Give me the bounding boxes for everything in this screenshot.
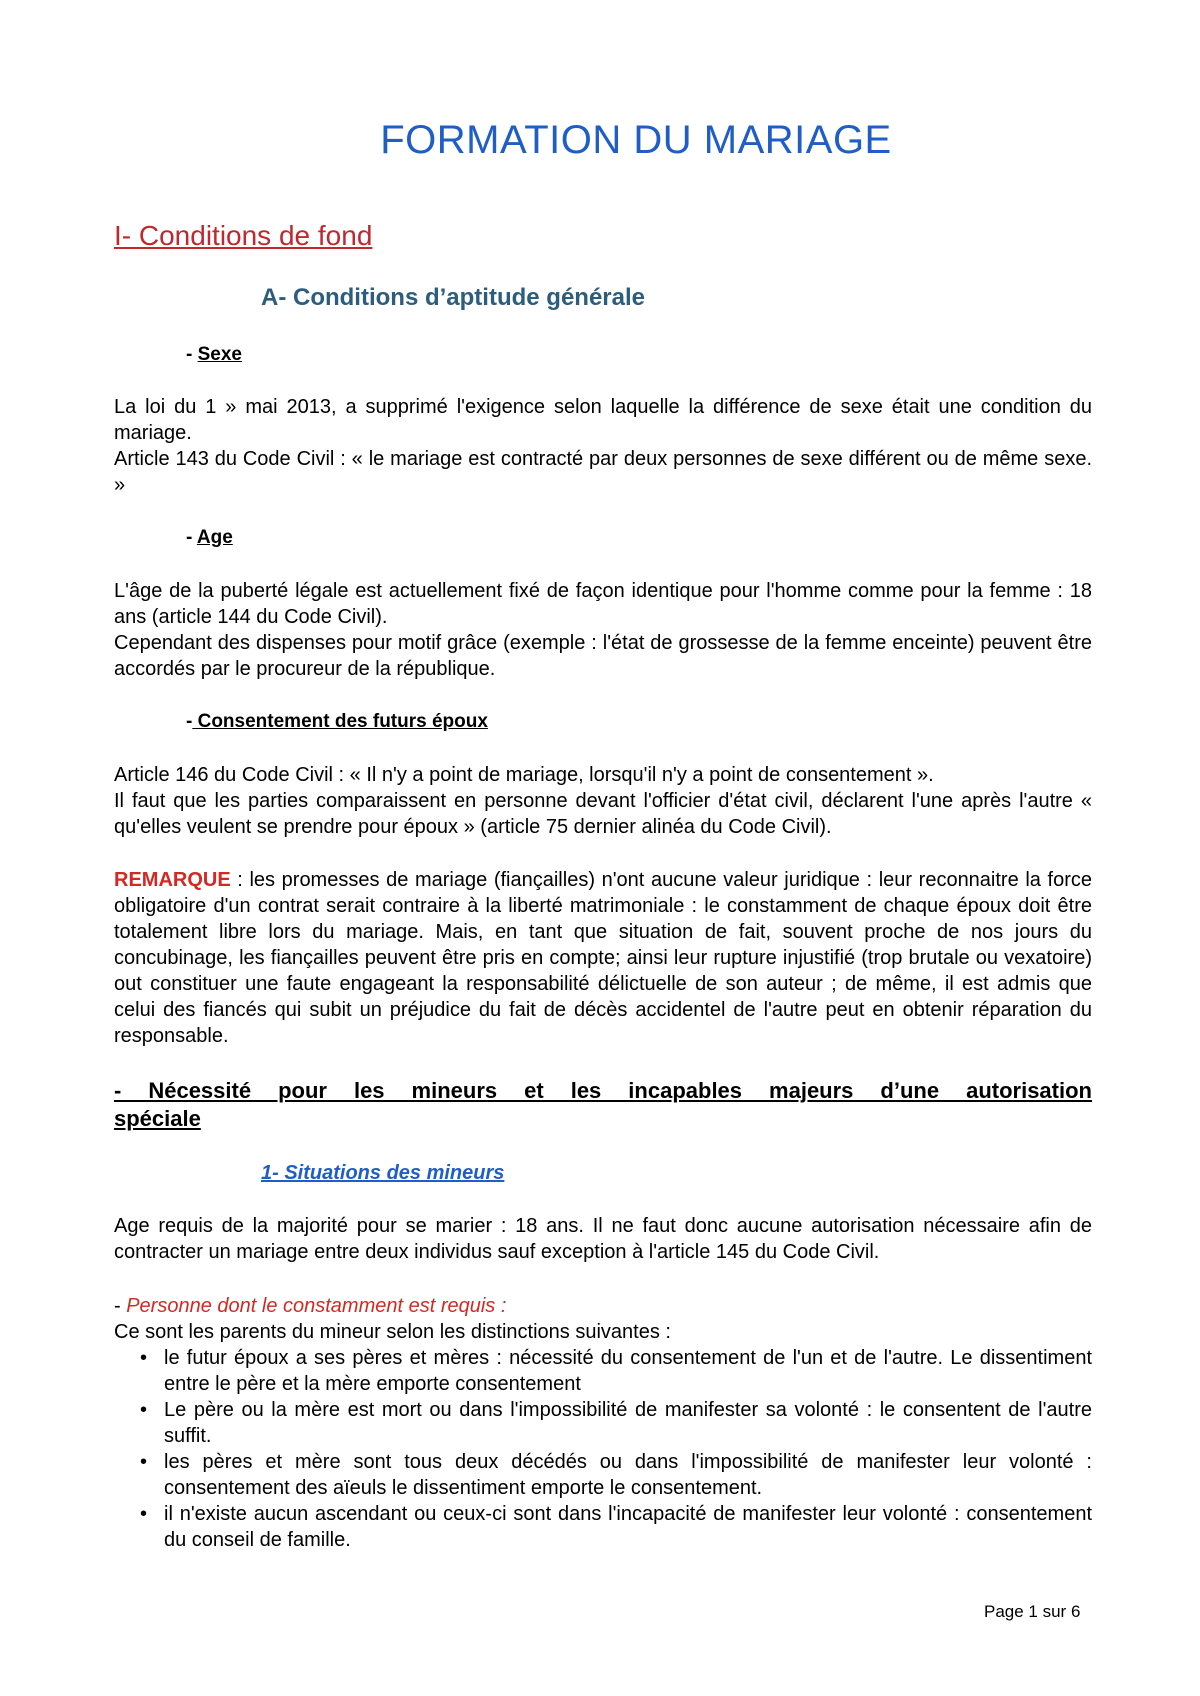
sexe-label: Sexe [197,344,242,365]
dash: - [114,1295,127,1317]
remarque-text: : les promesses de mariage (fiançailles) n'ont aucune valeur juridique : leur reconnaitre la force obligatoire d'un contrat serait contraire à la liberté matrimoniale : le constamment de chaque époux doit être totalement libre lors du mariage. Mais, en tant que situation de fait, souvent proche de nos jours du concubinage, les fiançailles peuvent être pris en compte; ainsi leur rupture injustifié (trop brutale ou vexatoire) out constituer une faute engageant la responsabilité délictuelle de son auteur ; de même, il est admis que celui des fiancés qui subit un préjudice du fait de décès accidentel de l'autre peut en obtenir réparation du responsable. [114,869,1092,1047]
paragraph-age-dispenses: Cependant des dispenses pour motif grâce (exemple : l'état de grossesse de la femme enceinte) peuvent être accordés par le procureur de la république. [114,632,1092,680]
paragraph-article-146: Article 146 du Code Civil : « Il n'y a point de mariage, lorsqu'il n'y a point de consentement ». [114,764,934,786]
subsection-heading-aptitude-generale: A- Conditions d’aptitude générale [261,284,646,311]
page-number: Page 1 sur 6 [984,1602,1081,1621]
subheading-age [186,527,233,549]
remarque-label: REMARQUE [114,869,231,891]
list-item-text: les pères et mère sont tous deux décédés ou dans l'impossibilité de manifester leur volonté : consentement des aïeuls le dissentiment emporte le consentement. [164,1451,1092,1499]
list-item [140,1397,1092,1449]
paragraph-age-majorite: Age requis de la majorité pour se marier : 18 ans. Il ne faut donc aucune autorisation nécessaire afin de contracter un mariage entre deux individus sauf exception à l'article 145 du Code Civil. [114,1215,1092,1263]
subheading-consentement [186,711,488,733]
list-item-text: le futur époux a ses pères et mères : nécessité du consentement de l'un et de l'autre. Le dissentiment entre le père et la mère emporte consentement [164,1347,1092,1395]
list-item [140,1449,1092,1501]
list-item [140,1345,1092,1397]
paragraph-article-143: Article 143 du Code Civil : « le mariage est contracté par deux personnes de sexe différent ou de même sexe. » [114,448,1092,496]
personne-requise-line [114,1293,1092,1319]
document-title: FORMATION DU MARIAGE [380,118,892,162]
dash: - [186,344,198,365]
heading-situations-mineurs: 1- Situations des mineurs [261,1162,505,1184]
bullet-icon: • [140,1347,148,1369]
bullet-icon: • [140,1399,148,1421]
paragraph-remarque [114,867,1092,1049]
paragraph-parents-intro: Ce sont les parents du mineur selon les distinctions suivantes : [114,1321,671,1343]
heading-necessite-autorisation [114,1077,1092,1133]
paragraph-sexe-loi: La loi du 1 » mai 2013, a supprimé l'exigence selon laquelle la différence de sexe était une condition du mariage. [114,396,1092,444]
bullet-icon: • [140,1503,148,1525]
list-item-text: il n'existe aucun ascendant ou ceux-ci sont dans l'incapacité de manifester leur volonté : consentement du conseil de famille. [164,1503,1092,1551]
bullet-list-consentement [140,1345,1092,1553]
list-item-text: Le père ou la mère est mort ou dans l'impossibilité de manifester sa volonté : le consentent de l'autre suffit. [164,1399,1092,1447]
dash: - [186,527,197,548]
age-label: Age [196,527,233,548]
personne-requise-label: Personne dont le constamment est requis : [126,1295,507,1317]
section-heading-conditions-de-fond: I- Conditions de fond [114,220,373,251]
paragraph-comparution: Il faut que les parties comparaissent en personne devant l'officier d'état civil, déclarent l'une après l'autre « qu'elles veulent se prendre pour époux » (article 75 dernier alinéa du Code Civil). [114,790,1092,838]
bullet-icon: • [140,1451,148,1473]
dash: - [186,711,193,732]
necessite-line-2: spéciale [114,1106,201,1131]
paragraph-age-puberte: L'âge de la puberté légale est actuellement fixé de façon identique pour l'homme comme pour la femme : 18 ans (article 144 du Code Civil). [114,580,1092,628]
subheading-sexe [186,344,242,366]
list-item [140,1501,1092,1553]
necessite-line-1: - Nécessité pour les mineurs et les incapables majeurs d’une autorisation [114,1078,1092,1103]
consentement-label: Consentement des futurs époux [192,711,488,732]
